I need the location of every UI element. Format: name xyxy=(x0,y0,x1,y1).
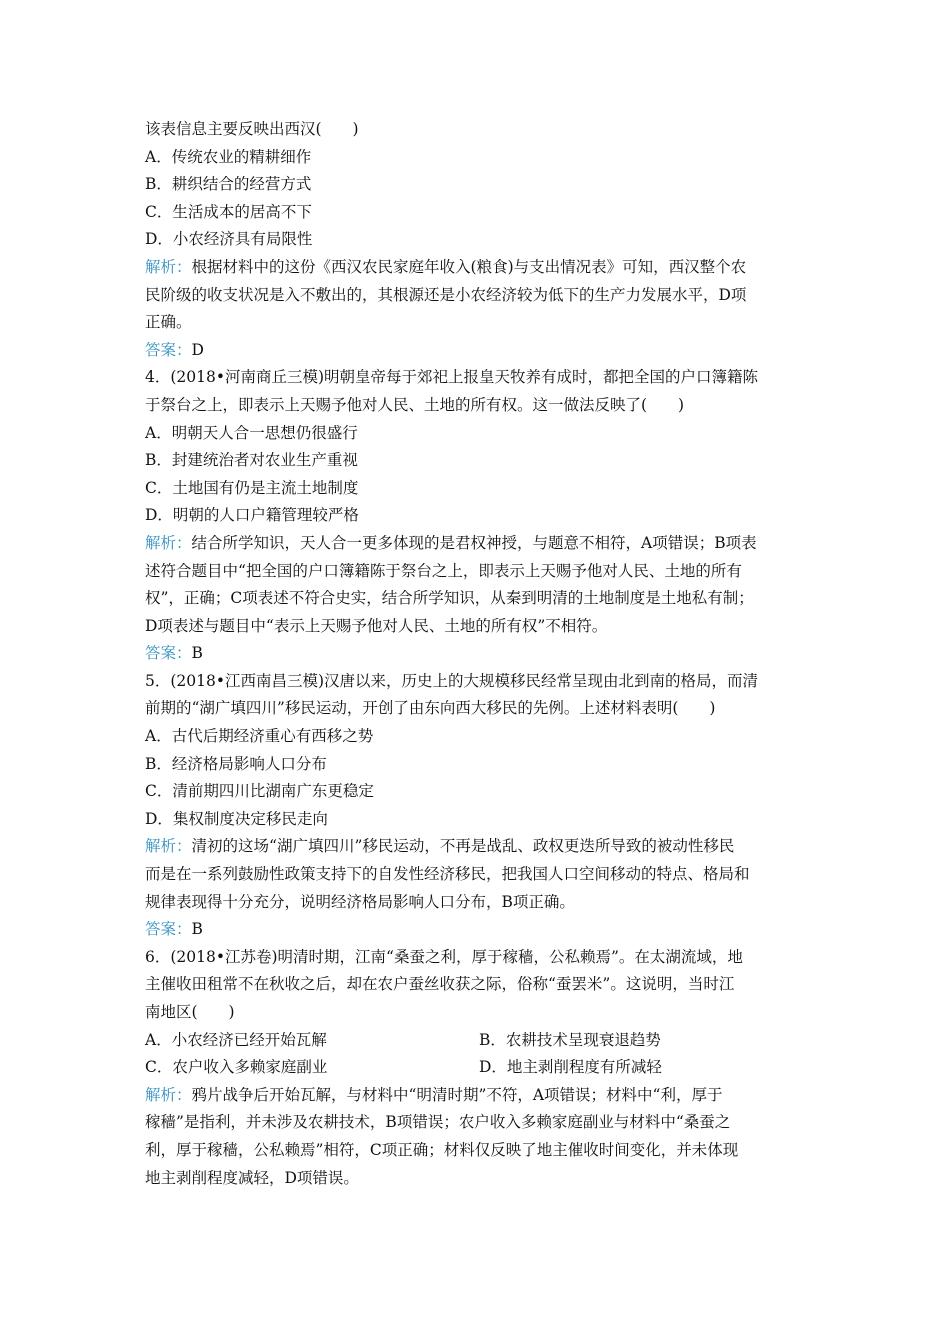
q6-option-c: C．农户收入多赖家庭副业 xyxy=(145,1058,328,1077)
analysis-label: 解析： xyxy=(145,837,192,856)
q3-option-d: D．小农经济具有局限性 xyxy=(145,230,313,249)
q6-option-b: B．农耕技术呈现衰退趋势 xyxy=(479,1030,661,1049)
q5-option-d: D．集权制度决定移民走向 xyxy=(145,809,328,828)
q6-analysis-line-4: 地主剥削程度减轻，D项错误。 xyxy=(145,1168,359,1187)
q6-stem-line-3: 南地区( ) xyxy=(145,1003,235,1021)
q4-stem-line-2: 于祭台之上，即表示上天赐予他对人民、土地的所有权。这一做法反映了( ) xyxy=(145,395,685,414)
q5-stem-line-2: 前期的“湖广填四川”移民运动，开创了由东向西大移民的先例。上述材料表明( ) xyxy=(145,699,716,718)
q4-option-b: B．封建统治者对农业生产重视 xyxy=(145,451,358,470)
q5-analysis-line-2: 而是在一系列鼓励性政策支持下的自发性经济移民，把我国人口空间移动的特点、格局和 xyxy=(145,865,750,884)
answer-value: B xyxy=(191,920,203,939)
analysis-label: 解析： xyxy=(145,1085,192,1104)
q5-analysis-line-3: 规律表现得十分充分，说明经济格局影响人口分布，B项正确。 xyxy=(145,892,575,911)
answer-label: 答案： xyxy=(145,340,192,359)
q3-option-c: C．生活成本的居高不下 xyxy=(145,202,312,221)
analysis-label: 解析： xyxy=(145,257,192,276)
q3-analysis-line-3: 正确。 xyxy=(145,313,192,332)
document-page xyxy=(145,116,813,1192)
q5-stem-line-1: 5．(2018•江西南昌三模)汉唐以来，历史上的大规模移民经常呈现由北到南的格局，而清 xyxy=(145,671,759,690)
q3-analysis-line-1: 解析：根据材料中的这份《西汉农民家庭年收入(粮食)与支出情况表》可知，西汉整个农 xyxy=(145,257,747,276)
q5-option-a: A．古代后期经济重心有西移之势 xyxy=(145,727,374,746)
q3-option-b: B．耕织结合的经营方式 xyxy=(145,175,312,194)
answer-label: 答案： xyxy=(145,920,192,939)
q4-analysis-line-4: D项表述与题目中“表示上天赐予他对人民、土地的所有权”不相符。 xyxy=(145,616,608,635)
answer-value: D xyxy=(191,340,204,359)
q6-stem-line-2: 主催收田租常不在秋收之后，却在农户蚕丝收获之际，俗称“蚕罢米”。这说明，当时江 xyxy=(145,975,735,994)
q3-stem: 该表信息主要反映出西汉( ) xyxy=(145,120,359,138)
q4-option-d: D．明朝的人口户籍管理较严格 xyxy=(145,506,359,525)
answer-value: B xyxy=(191,644,203,663)
q4-analysis-line-2: 述符合题目中“把全国的户口簿籍陈于祭台之上，即表示上天赐予他对人民、土地的所有 xyxy=(145,561,742,580)
q6-option-d: D．地主剥削程度有所减轻 xyxy=(479,1058,662,1077)
q4-option-c: C．土地国有仍是主流土地制度 xyxy=(145,478,359,497)
q5-option-b: B．经济格局影响人口分布 xyxy=(145,754,327,773)
q3-analysis-line-2: 民阶级的收支状况是入不敷出的，其根源还是小农经济较为低下的生产力发展水平，D项 xyxy=(145,285,747,304)
q6-options-row-2 xyxy=(145,1054,813,1082)
q3-answer xyxy=(145,337,813,365)
q5-option-c: C．清前期四川比湖南广东更稳定 xyxy=(145,782,374,801)
q4-option-a: A．明朝天人合一思想仍很盛行 xyxy=(145,423,358,442)
q5-analysis-line-1: 解析：清初的这场“湖广填四川”移民运动，不再是战乱、政权更迭所导致的被动性移民 xyxy=(145,837,735,856)
q6-analysis-line-3: 利，厚于稼穑，公私赖焉”相符，C项正确；材料仅反映了地主催收时间变化，并未体现 xyxy=(145,1140,739,1159)
q3-option-a: A．传统农业的精耕细作 xyxy=(145,147,312,166)
q6-analysis-line-1: 解析：鸦片战争后开始瓦解，与材料中“明清时期”不符，A项错误；材料中“利，厚于 xyxy=(145,1085,723,1104)
q6-analysis-line-2: 稼穑”是指利，并未涉及农耕技术，B项错误；农户收入多赖家庭副业与材料中“桑蚕之 xyxy=(145,1113,731,1132)
answer-label: 答案： xyxy=(145,644,192,663)
analysis-label: 解析： xyxy=(145,533,192,552)
q4-answer xyxy=(145,640,813,668)
q6-options-row-1 xyxy=(145,1027,813,1055)
q4-analysis-line-1: 解析：结合所学知识，天人合一更多体现的是君权神授，与题意不相符，A项错误；B项表 xyxy=(145,533,757,552)
q4-stem-line-1: 4．(2018•河南商丘三模)明朝皇帝每于郊祀上报皇天牧养有成时，都把全国的户口簿籍陈 xyxy=(145,368,759,387)
q6-option-a: A．小农经济已经开始瓦解 xyxy=(145,1030,327,1049)
q4-analysis-line-3: 权”，正确；C项表述不符合史实，结合所学知识，从秦到明清的土地制度是土地私有制； xyxy=(145,589,754,608)
q5-answer xyxy=(145,916,813,944)
q6-stem-line-1: 6．(2018•江苏卷)明清时期，江南“桑蚕之利，厚于稼穑，公私赖焉”。在太湖流域，地 xyxy=(145,947,743,966)
